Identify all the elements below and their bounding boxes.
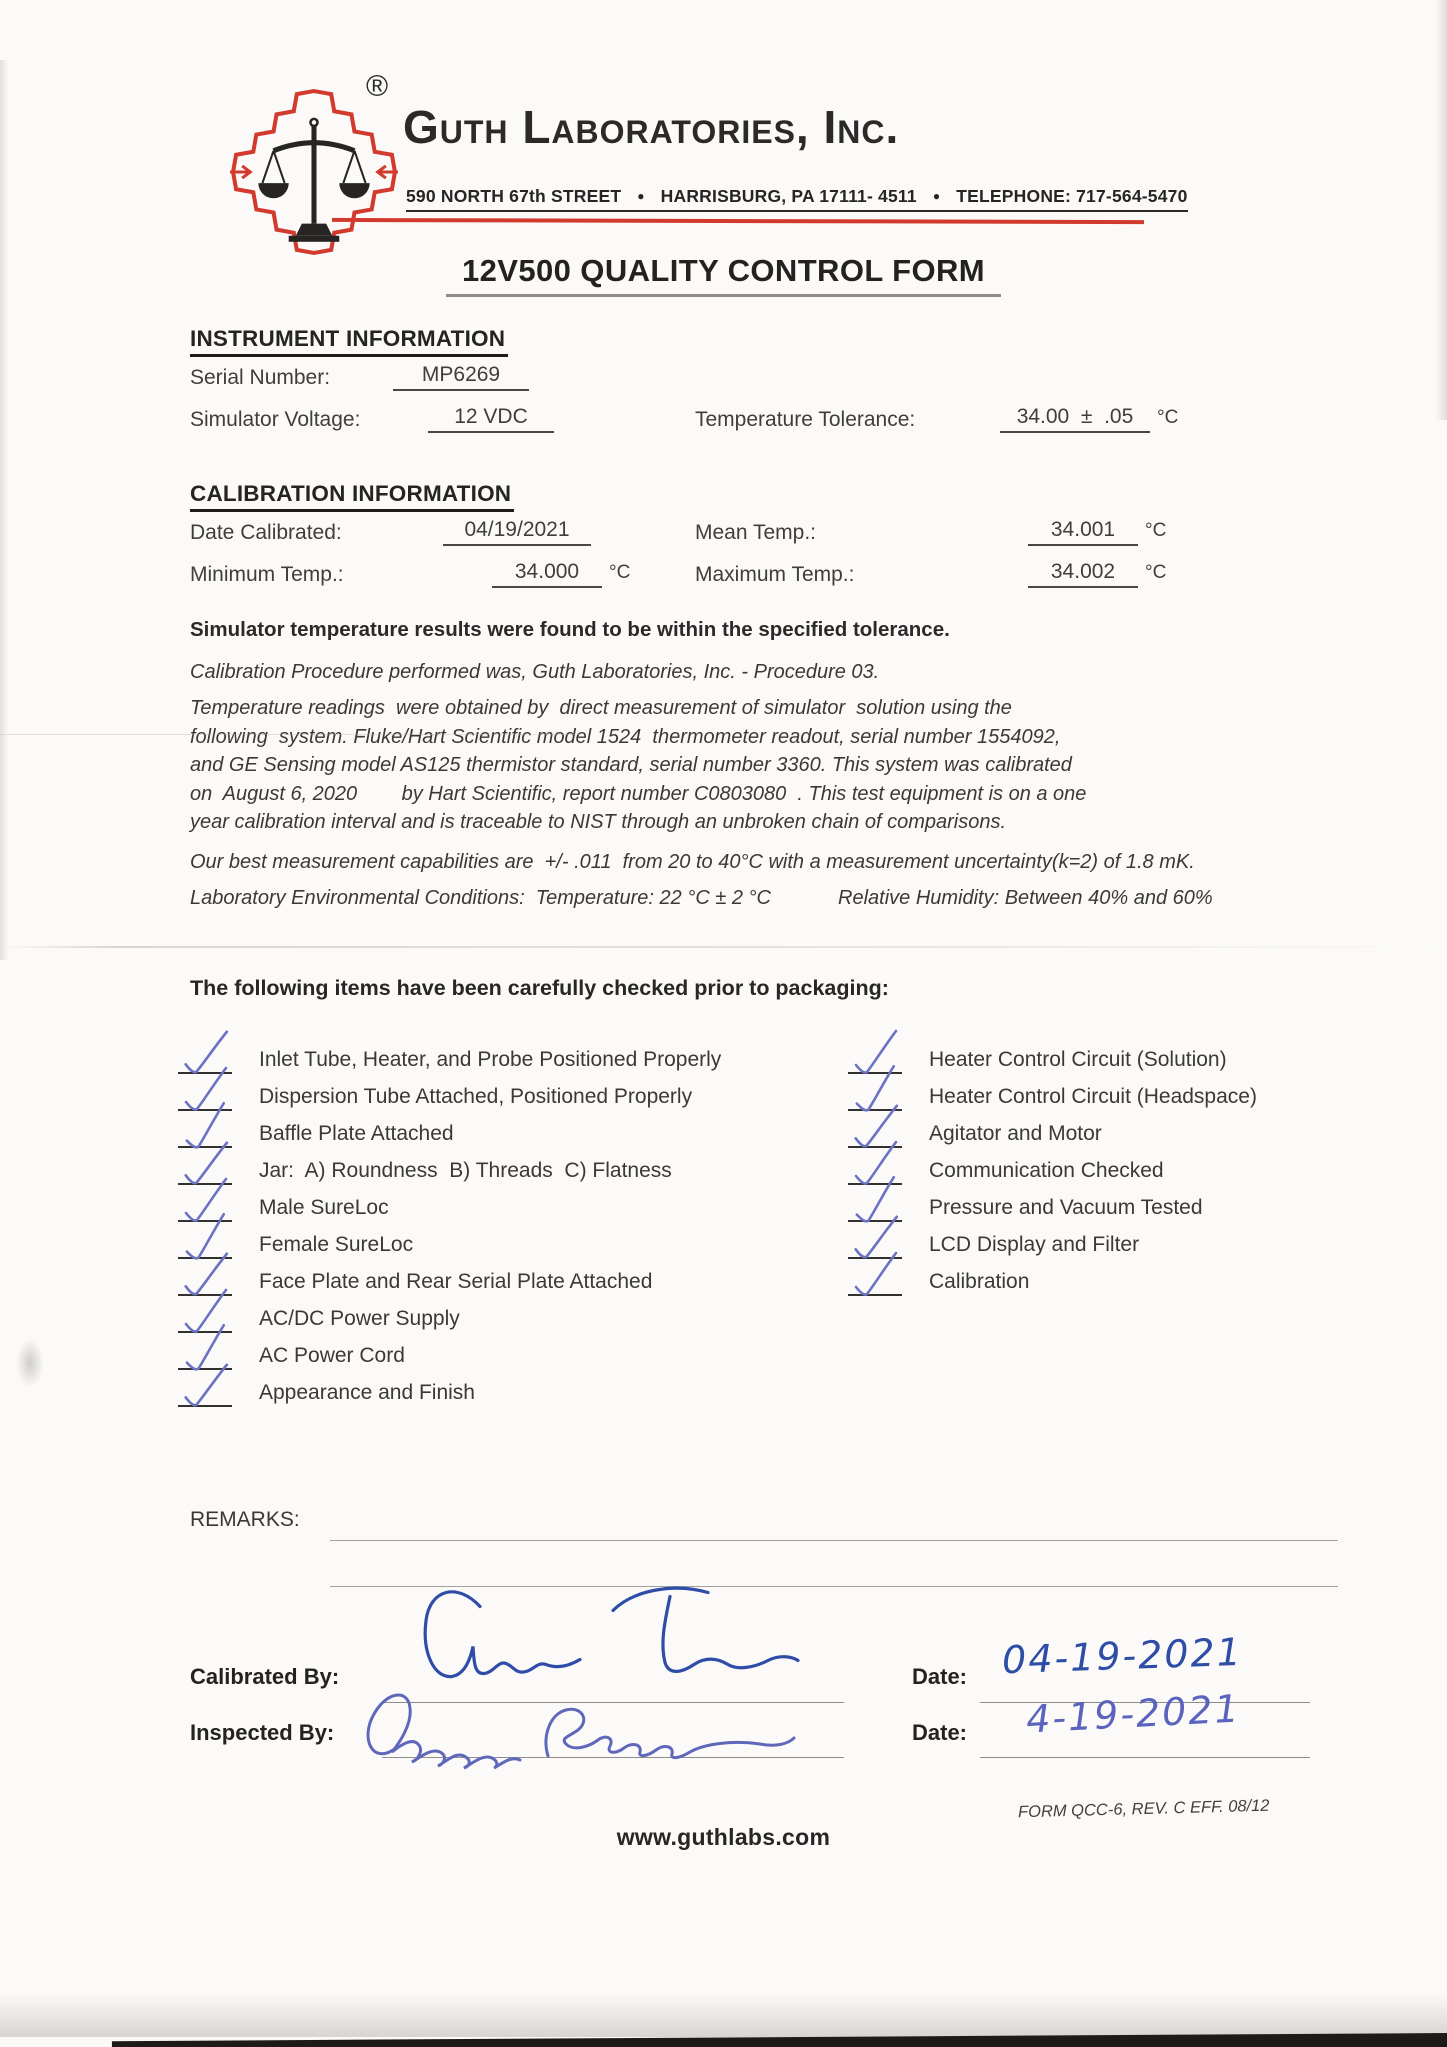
environment-paragraph: Laboratory Environmental Conditions: Temperature: 22 °C ± 2 °C xyxy=(190,887,771,909)
registered-trademark-icon: ® xyxy=(366,70,389,103)
checkmark-icon xyxy=(848,1112,902,1148)
minimum-temp-unit: °C xyxy=(609,562,631,583)
checklist-item-label: Face Plate and Rear Serial Plate Attached xyxy=(259,1270,653,1293)
maximum-temp-value: 34.002 xyxy=(1028,560,1138,588)
checkmark-icon xyxy=(178,1112,232,1148)
checklist-row xyxy=(178,1223,413,1259)
checklist-item-label: Communication Checked xyxy=(929,1159,1164,1182)
checklist-item-label: Female SureLoc xyxy=(259,1233,414,1256)
checklist-item-label: LCD Display and Filter xyxy=(929,1233,1140,1256)
checklist-row xyxy=(178,1149,672,1185)
checkmark-icon xyxy=(178,1075,232,1111)
checklist-item-label: AC/DC Power Supply xyxy=(259,1307,460,1330)
calibrated-by-label: Calibrated By: xyxy=(190,1664,340,1689)
minimum-temp-label: Minimum Temp.: xyxy=(190,563,344,586)
inspected-by-label: Inspected By: xyxy=(190,1720,335,1745)
tolerance-statement: Simulator temperature results were found to be within the specified tolerance. xyxy=(190,618,950,641)
simulator-voltage-value: 12 VDC xyxy=(428,405,554,433)
bullet-separator-icon: ● xyxy=(637,189,645,203)
checklist-item-label: Dispersion Tube Attached, Positioned Properly xyxy=(259,1085,693,1108)
checkmark-icon xyxy=(848,1149,902,1185)
form-title: 12V500 QUALITY CONTROL FORM xyxy=(446,253,1001,297)
checklist-item-label: Heater Control Circuit (Headspace) xyxy=(929,1085,1257,1108)
address-city: HARRISBURG, PA 17111- 4511 xyxy=(660,186,917,206)
temperature-tolerance-label: Temperature Tolerance: xyxy=(695,408,916,431)
checklist-item-label: Heater Control Circuit (Solution) xyxy=(929,1048,1227,1071)
remarks-line-1 xyxy=(330,1540,1338,1541)
checklist-item-label: Male SureLoc xyxy=(259,1196,389,1219)
remarks-label: REMARKS: xyxy=(190,1508,300,1531)
checklist-row xyxy=(178,1371,475,1407)
checklist-item-label: Pressure and Vacuum Tested xyxy=(929,1196,1203,1219)
checkmark-icon xyxy=(848,1075,902,1111)
mean-temp-label: Mean Temp.: xyxy=(695,521,817,544)
checkmark-icon xyxy=(848,1260,902,1296)
checklist-item-label: Calibration xyxy=(929,1270,1030,1293)
mean-temp-unit: °C xyxy=(1145,520,1167,541)
maximum-temp-label: Maximum Temp.: xyxy=(695,563,855,586)
procedure-paragraph: Calibration Procedure performed was, Guth Laboratories, Inc. - Procedure 03. xyxy=(190,661,880,683)
checklist-row xyxy=(178,1038,721,1074)
checkmark-icon xyxy=(848,1223,902,1259)
checklist-item-label: Inlet Tube, Heater, and Probe Positioned Properly xyxy=(259,1048,722,1071)
date-calibrated-value: 04/19/2021 xyxy=(443,518,591,546)
temperature-tolerance-unit: °C xyxy=(1157,407,1179,428)
inspected-date-handwritten: 4-19-2021 xyxy=(1024,1686,1242,1742)
checkmark-icon xyxy=(178,1334,232,1370)
checklist-row xyxy=(848,1075,1257,1111)
scan-edge-shade-left xyxy=(0,60,8,960)
minimum-temp-value: 34.000 xyxy=(492,560,602,588)
form-revision-reference: FORM QCC-6, REV. C EFF. 08/12 xyxy=(1017,1796,1270,1822)
checklist-row xyxy=(178,1334,405,1370)
checklist-row xyxy=(178,1297,460,1333)
temperature-tolerance-value: 34.00 ± .05 xyxy=(1000,405,1150,433)
checkmark-icon xyxy=(178,1186,232,1222)
serial-number-value: MP6269 xyxy=(393,363,529,391)
inspected-date-label: Date: xyxy=(912,1720,968,1745)
checklist-row xyxy=(178,1075,692,1111)
address-phone: TELEPHONE: 717-564-5470 xyxy=(956,186,1188,206)
system-paragraph: Temperature readings were obtained by direct measurement of simulator solution using the following system. Fluke/Hart Scientific model 1524 thermometer readout, serial number 1554092, and GE Sensing model AS125 thermistor standard, serial number 3360. This system was calibrated on August 6, 2020 by Hart Scientific, report number C0803080 . This test equipment is on a one year calibration interval and is traceable to NIST through an unbroken chain of comparisons. xyxy=(190,697,1092,833)
date-calibrated-label: Date Calibrated: xyxy=(190,521,342,544)
checkmark-icon xyxy=(178,1038,232,1074)
checklist-item-label: AC Power Cord xyxy=(259,1344,405,1367)
checklist-item-label: Agitator and Motor xyxy=(929,1122,1102,1145)
checkmark-icon xyxy=(178,1371,232,1407)
checkmark-icon xyxy=(178,1223,232,1259)
checklist-row xyxy=(848,1186,1203,1222)
inspected-date-line xyxy=(980,1757,1310,1758)
address-street: 590 NORTH 67th STREET xyxy=(406,186,622,206)
checklist-item-label: Baffle Plate Attached xyxy=(259,1122,454,1145)
checklist-row xyxy=(178,1186,389,1222)
checkmark-icon xyxy=(848,1038,902,1074)
simulator-voltage-label: Simulator Voltage: xyxy=(190,408,361,431)
inspected-by-signature xyxy=(352,1686,832,1771)
checkmark-icon xyxy=(178,1260,232,1296)
instrument-information-heading: INSTRUMENT INFORMATION xyxy=(190,326,508,357)
checkmark-icon xyxy=(178,1149,232,1185)
checklist-heading: The following items have been carefully checked prior to packaging: xyxy=(190,976,889,1000)
humidity-paragraph: Relative Humidity: Between 40% and 60% xyxy=(838,887,1213,909)
maximum-temp-unit: °C xyxy=(1145,562,1167,583)
checklist-row xyxy=(848,1038,1227,1074)
checklist-item-label: Appearance and Finish xyxy=(259,1381,475,1404)
checklist-row xyxy=(848,1223,1139,1259)
capability-paragraph: Our best measurement capabilities are +/- .011 from 20 to 40°C with a measurement uncertainty(k=2) of 1.8 mK. xyxy=(190,851,1195,873)
checklist-row xyxy=(178,1112,454,1148)
calibrated-date-label: Date: xyxy=(912,1664,968,1689)
scan-bottom-shade xyxy=(0,1993,1447,2037)
scan-edge-shade-right xyxy=(1435,0,1447,420)
website-url: www.guthlabs.com xyxy=(616,1824,831,1850)
checklist-item-label: Jar: A) Roundness B) Threads C) Flatness xyxy=(259,1159,672,1182)
calibrated-by-signature xyxy=(388,1578,818,1703)
scan-smudge xyxy=(16,1338,44,1388)
calibrated-date-handwritten: 04-19-2021 xyxy=(1001,1629,1244,1683)
checklist-row xyxy=(848,1260,1029,1296)
bullet-separator-icon: ● xyxy=(932,189,941,203)
company-name: Guth Laboratories, Inc. xyxy=(403,101,900,153)
checklist-row xyxy=(848,1149,1164,1185)
mean-temp-value: 34.001 xyxy=(1028,518,1138,546)
calibration-information-heading: CALIBRATION INFORMATION xyxy=(190,481,514,512)
serial-number-label: Serial Number: xyxy=(190,366,331,389)
checkmark-icon xyxy=(848,1186,902,1222)
checklist-row xyxy=(178,1260,652,1296)
checkmark-icon xyxy=(178,1297,232,1333)
checklist-row xyxy=(848,1112,1102,1148)
